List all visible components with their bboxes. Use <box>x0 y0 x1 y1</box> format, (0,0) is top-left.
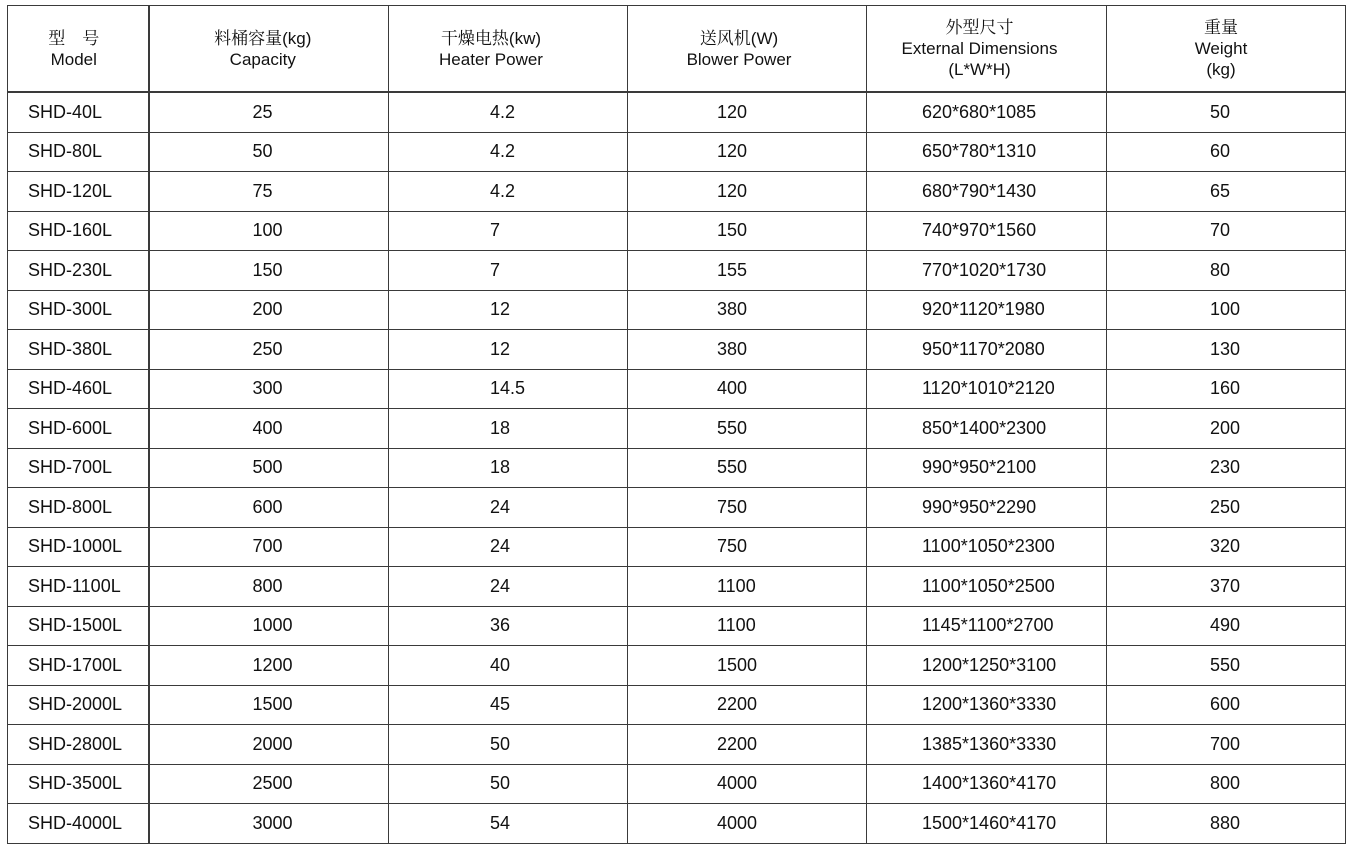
cell-weight: 100 <box>1107 290 1346 330</box>
cell-heater-power: 14.5 <box>389 369 628 409</box>
cell-external-dimensions: 680*790*1430 <box>867 172 1107 212</box>
cell-model: SHD-230L <box>8 251 149 291</box>
cell-heater-power: 40 <box>389 646 628 686</box>
header-heater-power-en: Heater Power <box>439 49 543 69</box>
cell-model: SHD-460L <box>8 369 149 409</box>
cell-model: SHD-40L <box>8 92 149 132</box>
cell-weight: 600 <box>1107 685 1346 725</box>
cell-heater-power: 12 <box>389 290 628 330</box>
cell-blower-power: 750 <box>628 488 867 528</box>
cell-model: SHD-1500L <box>8 606 149 646</box>
cell-weight: 230 <box>1107 448 1346 488</box>
table-row <box>8 725 1346 765</box>
table-row <box>8 211 1346 251</box>
header-weight-en: Weight <box>1194 39 1248 58</box>
table-row <box>8 92 1346 132</box>
table-row <box>8 369 1346 409</box>
table-body <box>8 92 1346 843</box>
cell-external-dimensions: 740*970*1560 <box>867 211 1107 251</box>
table-row <box>8 527 1346 567</box>
cell-weight: 65 <box>1107 172 1346 212</box>
cell-capacity: 400 <box>149 409 389 449</box>
header-blower-power-en: Blower Power <box>686 49 792 69</box>
cell-weight: 700 <box>1107 725 1346 765</box>
cell-model: SHD-2800L <box>8 725 149 765</box>
cell-model: SHD-700L <box>8 448 149 488</box>
cell-external-dimensions: 1100*1050*2300 <box>867 527 1107 567</box>
header-model-zh: 型 号 <box>48 28 100 48</box>
cell-blower-power: 4000 <box>628 804 867 844</box>
cell-heater-power: 24 <box>389 488 628 528</box>
cell-model: SHD-380L <box>8 330 149 370</box>
cell-model: SHD-3500L <box>8 764 149 804</box>
cell-blower-power: 155 <box>628 251 867 291</box>
cell-model: SHD-120L <box>8 172 149 212</box>
cell-capacity: 2500 <box>149 764 389 804</box>
table-header <box>8 6 1346 93</box>
cell-capacity: 150 <box>149 251 389 291</box>
cell-heater-power: 4.2 <box>389 92 628 132</box>
header-blower-power-zh: 送风机(W) <box>699 28 779 48</box>
cell-capacity: 50 <box>149 132 389 172</box>
header-capacity <box>149 6 389 93</box>
cell-heater-power: 45 <box>389 685 628 725</box>
cell-weight: 800 <box>1107 764 1346 804</box>
header-heater-power-zh: 干燥电热(kw) <box>440 28 542 48</box>
table-row <box>8 606 1346 646</box>
cell-weight: 70 <box>1107 211 1346 251</box>
cell-capacity: 2000 <box>149 725 389 765</box>
cell-blower-power: 120 <box>628 92 867 132</box>
cell-blower-power: 380 <box>628 330 867 370</box>
cell-capacity: 1200 <box>149 646 389 686</box>
cell-external-dimensions: 850*1400*2300 <box>867 409 1107 449</box>
cell-weight: 160 <box>1107 369 1346 409</box>
header-capacity-zh: 料桶容量(kg) <box>214 28 312 48</box>
cell-weight: 200 <box>1107 409 1346 449</box>
table-row <box>8 804 1346 844</box>
cell-blower-power: 150 <box>628 211 867 251</box>
cell-heater-power: 4.2 <box>389 132 628 172</box>
cell-heater-power: 18 <box>389 409 628 449</box>
cell-weight: 490 <box>1107 606 1346 646</box>
cell-blower-power: 120 <box>628 132 867 172</box>
table-row <box>8 409 1346 449</box>
cell-heater-power: 54 <box>389 804 628 844</box>
cell-external-dimensions: 770*1020*1730 <box>867 251 1107 291</box>
table-row <box>8 448 1346 488</box>
cell-heater-power: 12 <box>389 330 628 370</box>
cell-external-dimensions: 950*1170*2080 <box>867 330 1107 370</box>
cell-external-dimensions: 650*780*1310 <box>867 132 1107 172</box>
cell-capacity: 700 <box>149 527 389 567</box>
cell-blower-power: 1100 <box>628 567 867 607</box>
cell-model: SHD-300L <box>8 290 149 330</box>
cell-capacity: 250 <box>149 330 389 370</box>
cell-blower-power: 550 <box>628 409 867 449</box>
cell-heater-power: 50 <box>389 725 628 765</box>
cell-weight: 880 <box>1107 804 1346 844</box>
cell-model: SHD-160L <box>8 211 149 251</box>
header-weight-zh: 重量 <box>1204 18 1238 37</box>
header-blower-power <box>628 6 867 93</box>
cell-capacity: 75 <box>149 172 389 212</box>
cell-heater-power: 18 <box>389 448 628 488</box>
cell-external-dimensions: 1100*1050*2500 <box>867 567 1107 607</box>
cell-external-dimensions: 990*950*2290 <box>867 488 1107 528</box>
cell-model: SHD-800L <box>8 488 149 528</box>
cell-model: SHD-1100L <box>8 567 149 607</box>
cell-blower-power: 2200 <box>628 725 867 765</box>
header-row <box>8 6 1346 93</box>
cell-blower-power: 380 <box>628 290 867 330</box>
cell-model: SHD-1000L <box>8 527 149 567</box>
header-model <box>8 6 149 93</box>
cell-external-dimensions: 1385*1360*3330 <box>867 725 1107 765</box>
cell-blower-power: 2200 <box>628 685 867 725</box>
table-row <box>8 764 1346 804</box>
cell-weight: 320 <box>1107 527 1346 567</box>
cell-weight: 370 <box>1107 567 1346 607</box>
table-row <box>8 251 1346 291</box>
header-capacity-en: Capacity <box>229 49 296 69</box>
cell-heater-power: 4.2 <box>389 172 628 212</box>
table-row <box>8 172 1346 212</box>
cell-capacity: 100 <box>149 211 389 251</box>
table-row <box>8 646 1346 686</box>
cell-blower-power: 4000 <box>628 764 867 804</box>
cell-heater-power: 7 <box>389 251 628 291</box>
cell-blower-power: 750 <box>628 527 867 567</box>
cell-model: SHD-1700L <box>8 646 149 686</box>
cell-weight: 80 <box>1107 251 1346 291</box>
cell-external-dimensions: 1500*1460*4170 <box>867 804 1107 844</box>
cell-weight: 550 <box>1107 646 1346 686</box>
cell-external-dimensions: 990*950*2100 <box>867 448 1107 488</box>
spec-table <box>7 5 1346 844</box>
cell-capacity: 600 <box>149 488 389 528</box>
cell-model: SHD-600L <box>8 409 149 449</box>
cell-capacity: 500 <box>149 448 389 488</box>
cell-blower-power: 1100 <box>628 606 867 646</box>
table-row <box>8 567 1346 607</box>
cell-capacity: 25 <box>149 92 389 132</box>
header-external-dimensions-unit: (L*W*H) <box>948 60 1011 79</box>
cell-weight: 250 <box>1107 488 1346 528</box>
cell-blower-power: 400 <box>628 369 867 409</box>
header-external-dimensions-zh: 外型尺寸 <box>945 18 1014 37</box>
header-heater-power <box>389 6 628 93</box>
cell-weight: 50 <box>1107 92 1346 132</box>
cell-heater-power: 24 <box>389 567 628 607</box>
header-external-dimensions-en: External Dimensions <box>901 39 1058 58</box>
cell-blower-power: 1500 <box>628 646 867 686</box>
cell-model: SHD-4000L <box>8 804 149 844</box>
cell-blower-power: 120 <box>628 172 867 212</box>
header-weight <box>1107 6 1346 93</box>
cell-weight: 130 <box>1107 330 1346 370</box>
cell-heater-power: 7 <box>389 211 628 251</box>
cell-blower-power: 550 <box>628 448 867 488</box>
header-model-en: Model <box>50 49 97 69</box>
cell-external-dimensions: 1145*1100*2700 <box>867 606 1107 646</box>
cell-capacity: 800 <box>149 567 389 607</box>
cell-heater-power: 36 <box>389 606 628 646</box>
cell-capacity: 1000 <box>149 606 389 646</box>
cell-weight: 60 <box>1107 132 1346 172</box>
cell-model: SHD-80L <box>8 132 149 172</box>
table-row <box>8 488 1346 528</box>
cell-external-dimensions: 1400*1360*4170 <box>867 764 1107 804</box>
cell-model: SHD-2000L <box>8 685 149 725</box>
cell-capacity: 300 <box>149 369 389 409</box>
table-row <box>8 330 1346 370</box>
cell-capacity: 1500 <box>149 685 389 725</box>
cell-external-dimensions: 1120*1010*2120 <box>867 369 1107 409</box>
header-external-dimensions <box>867 6 1107 93</box>
cell-external-dimensions: 920*1120*1980 <box>867 290 1107 330</box>
cell-heater-power: 24 <box>389 527 628 567</box>
table-row <box>8 290 1346 330</box>
cell-external-dimensions: 620*680*1085 <box>867 92 1107 132</box>
table-row <box>8 685 1346 725</box>
cell-external-dimensions: 1200*1360*3330 <box>867 685 1107 725</box>
cell-heater-power: 50 <box>389 764 628 804</box>
header-weight-unit: (kg) <box>1206 60 1236 79</box>
table-row <box>8 132 1346 172</box>
cell-external-dimensions: 1200*1250*3100 <box>867 646 1107 686</box>
cell-capacity: 3000 <box>149 804 389 844</box>
cell-capacity: 200 <box>149 290 389 330</box>
